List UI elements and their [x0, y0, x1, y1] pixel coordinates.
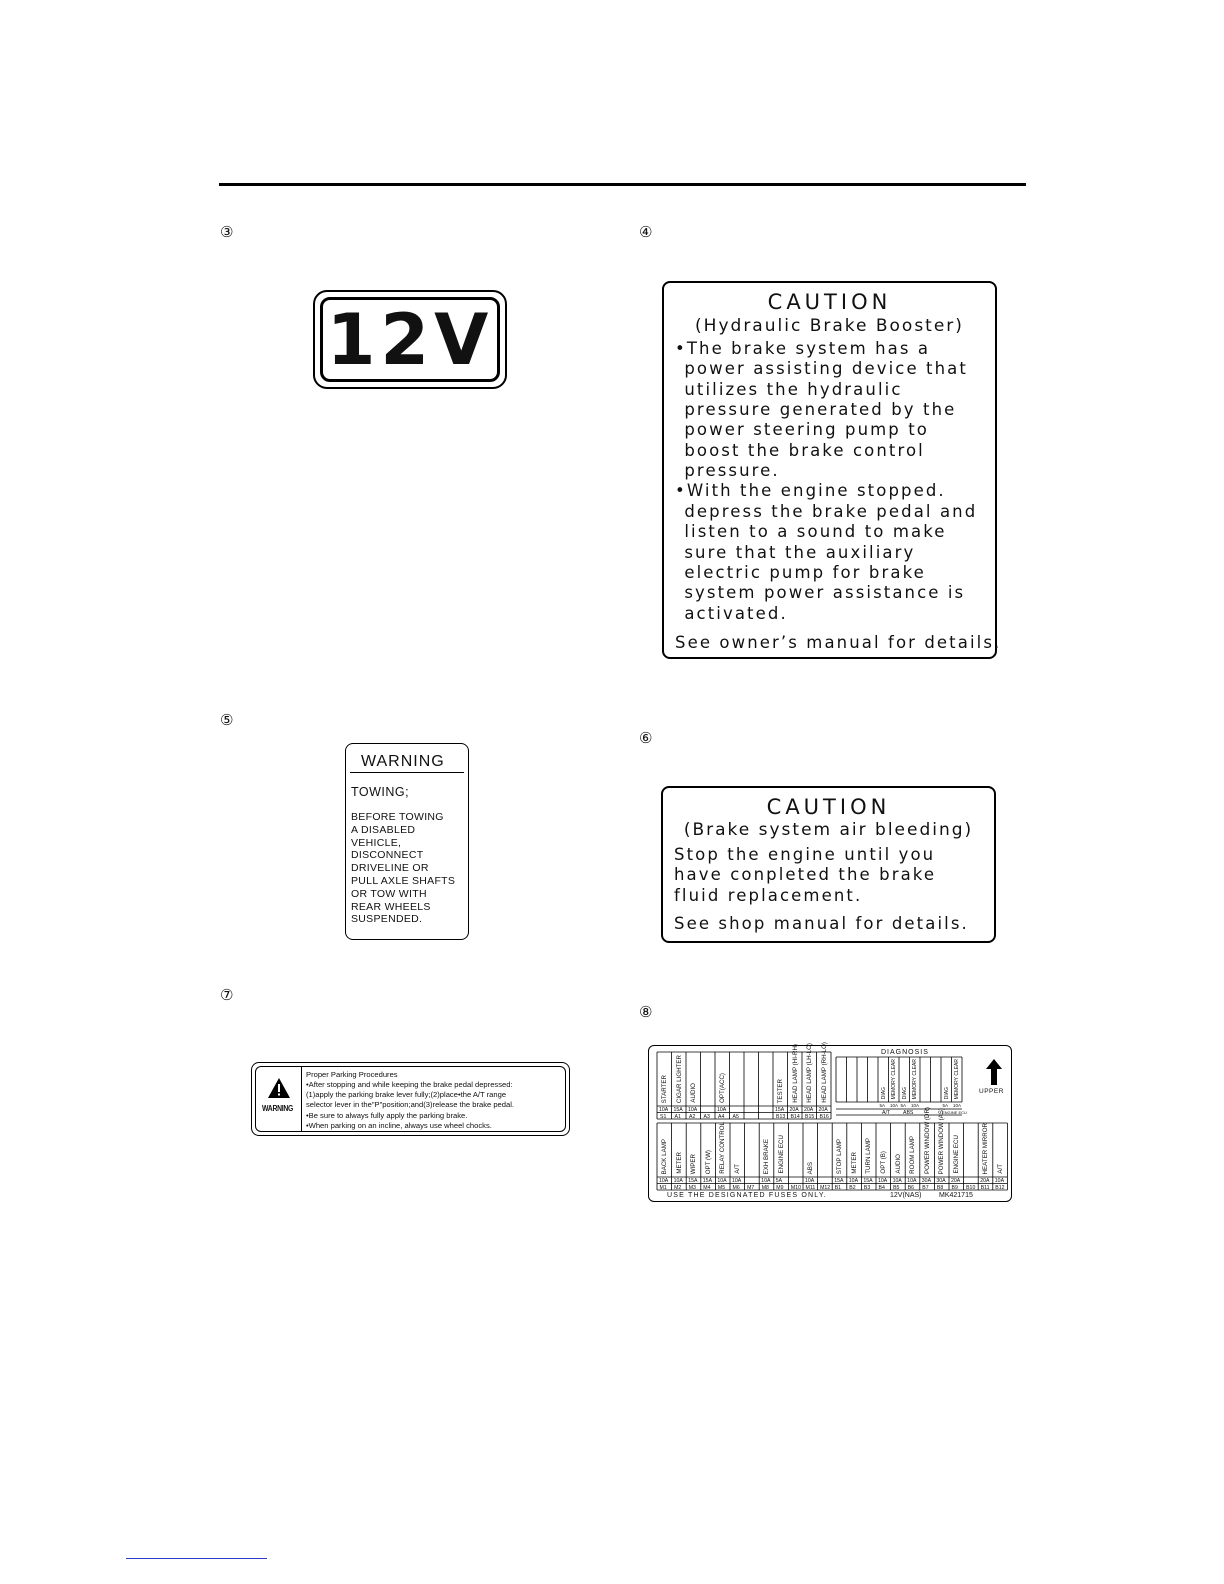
- fuse-diag-amp: 5A: [942, 1103, 949, 1108]
- fuse-bottom-label: METER: [675, 1152, 683, 1174]
- caution-title: CAUTION: [767, 290, 892, 314]
- caution-subtitle: (Hydraulic Brake Booster): [695, 316, 964, 336]
- fuse-bottom-label: ROOM LAMP: [909, 1136, 917, 1174]
- warning-line: SUSPENDED.: [351, 913, 423, 926]
- fuse-bottom-code: B6: [907, 1184, 915, 1191]
- fuse-top-amp: 20A: [818, 1107, 828, 1113]
- fuse-bottom-code: M2: [674, 1184, 682, 1191]
- caution-line: electric pump for brake: [677, 562, 926, 582]
- fuse-bottom-code: B1: [834, 1184, 842, 1191]
- marker-3: ③: [220, 223, 234, 241]
- fuse-bottom-label: RELAY CONTROL: [719, 1122, 727, 1174]
- fuse-bottom-label: BACK LAMP: [661, 1138, 668, 1174]
- bleeding-footer: See shop manual for details.: [674, 914, 969, 933]
- fuse-bottom-code: M9: [776, 1184, 784, 1191]
- fuse-diag-sub: ABS: [903, 1110, 914, 1116]
- caution-line: pressure.: [677, 461, 780, 481]
- caution-line: power assisting device that: [677, 359, 968, 379]
- parking-warning-label: [251, 1062, 570, 1136]
- fuse-bottom-label: OPT (W): [704, 1149, 712, 1174]
- fuse-diag-label: MEMORY CLEAR: [891, 1058, 897, 1099]
- fuse-bottom-code: B5: [893, 1184, 900, 1191]
- warning-line: PULL AXLE SHAFTS: [351, 875, 456, 887]
- fuse-bottom-label: A/T: [996, 1164, 1004, 1174]
- fuse-part-number: MK421715: [939, 1192, 973, 1199]
- parking-line-5: •When parking on an incline, always use wheel chocks.: [306, 1121, 492, 1130]
- fuse-bottom-amp: 15A: [688, 1178, 698, 1184]
- caution-line: sure that the auxiliary: [677, 542, 916, 562]
- fuse-bottom-amp: 10A: [994, 1178, 1005, 1184]
- fuse-bottom-code: M6: [732, 1184, 740, 1191]
- caution-footer: See owner’s manual for details.: [675, 633, 1002, 652]
- fuse-bottom-code: B3: [863, 1184, 871, 1191]
- fuse-bottom-amp: 10A: [673, 1178, 683, 1184]
- parking-icon-label: WARNING: [262, 1104, 294, 1113]
- fuse-top-amp: 10A: [717, 1107, 727, 1113]
- fuse-bottom-label: HEATER MIRROR: [982, 1122, 990, 1174]
- marker-8: ⑧: [639, 1003, 653, 1021]
- caution-line: activated.: [677, 603, 788, 623]
- fuse-bottom-code: B2: [849, 1184, 856, 1191]
- warning-line: REAR WHEELS: [351, 900, 431, 913]
- fuse-diag-label: DIAG: [901, 1086, 908, 1099]
- fuse-top-label: STARTER: [661, 1074, 668, 1103]
- fuse-bottom-label: POWER WINDOW (AS): [938, 1107, 946, 1174]
- marker-7: ⑦: [220, 986, 234, 1004]
- fuse-top-label: HEAD LAMP (RH-LO): [820, 1042, 828, 1103]
- fuse-top-amp: 20A: [789, 1107, 799, 1113]
- parking-title: Proper Parking Procedures: [306, 1070, 398, 1079]
- upper-label: UPPER: [979, 1088, 1004, 1095]
- fuse-diag-label: DIAG: [943, 1086, 950, 1099]
- warning-towing-label: [345, 743, 469, 940]
- fuse-top-amp: 10A: [659, 1107, 669, 1113]
- fuse-diag-label: DIAG: [880, 1086, 887, 1099]
- fuse-bottom-label: EXH BRAKE: [763, 1138, 771, 1174]
- marker-5: ⑤: [220, 711, 234, 729]
- fuse-bottom-label: METER: [850, 1152, 858, 1174]
- fuse-bottom-amp: 15A: [702, 1178, 713, 1184]
- fuse-footer-note: USE THE DESIGNATED FUSES ONLY.: [667, 1192, 827, 1199]
- caution-line: utilizes the hydraulic: [677, 379, 903, 399]
- fuse-bottom-amp: 20A: [980, 1178, 990, 1184]
- fuse-bottom-amp: 10A: [848, 1178, 859, 1184]
- warning-triangle-icon: [267, 1077, 291, 1099]
- fuse-bottom-amp: 20A: [951, 1178, 961, 1184]
- warning-line: BEFORE TOWING: [351, 811, 444, 823]
- parking-divider: [301, 1067, 302, 1131]
- fuse-bottom-amp: 10A: [659, 1178, 669, 1184]
- fuse-bottom-label: ENGINE ECU: [953, 1135, 960, 1174]
- fuse-bottom-code: B7: [922, 1184, 929, 1191]
- fuse-diag-label: MEMORY CLEAR: [912, 1058, 918, 1099]
- footer-link-underline: [126, 1558, 267, 1559]
- fuse-diag-amp: 5A: [879, 1103, 886, 1108]
- caution-line: boost the brake control: [677, 440, 925, 460]
- fuse-box-label: [648, 1042, 1012, 1202]
- caution-line: pressure generated by the: [677, 400, 957, 420]
- fuse-top-code: B13: [776, 1113, 786, 1120]
- fuse-bottom-amp: 30A: [921, 1178, 932, 1184]
- caution-bleeding-label: [661, 786, 996, 943]
- fuse-top-amp: 20A: [804, 1107, 814, 1113]
- fuse-bottom-label: ABS: [807, 1161, 814, 1174]
- fuse-top-code: A2: [689, 1113, 696, 1120]
- fuse-diag-amp: 10A: [953, 1103, 962, 1108]
- parking-line-1: •After stopping and while keeping the brake pedal depressed:: [306, 1080, 513, 1089]
- fuse-voltage-note: 12V(NAS): [890, 1192, 922, 1199]
- bleeding-line: Stop the engine until you: [674, 845, 936, 864]
- fuse-top-label: HEAD LAMP (LH-LO): [806, 1043, 813, 1103]
- fuse-bottom-amp: 5A: [775, 1178, 783, 1184]
- caution-line: listen to a sound to make: [677, 522, 947, 542]
- parking-line-4: •Be sure to always fully apply the parking brake.: [306, 1111, 468, 1120]
- fuse-diag-amp: 10A: [911, 1103, 920, 1108]
- fuse-top-code: A5: [732, 1113, 739, 1120]
- fuse-diag-sub: A/T: [882, 1110, 891, 1116]
- fuse-bottom-code: B4: [878, 1184, 885, 1191]
- caution-hydraulic-label: [662, 281, 1002, 659]
- fuse-bottom-label: WIPER: [690, 1153, 698, 1174]
- fuse-bottom-amp: 10A: [878, 1178, 888, 1184]
- warning-line: OR TOW WITH: [351, 887, 427, 900]
- fuse-bottom-label: STOP LAMP: [836, 1138, 844, 1174]
- fuse-bottom-amp: 10A: [892, 1178, 902, 1184]
- fuse-top-label: OPT(ACC): [719, 1073, 726, 1103]
- warning-title: WARNING: [361, 753, 445, 770]
- fuse-bottom-code: B12: [995, 1184, 1005, 1191]
- warning-title-rule: [350, 772, 464, 773]
- warning-heading: TOWING;: [351, 785, 410, 799]
- fuse-bottom-code: B11: [980, 1184, 990, 1191]
- fuse-diag-amp: 5A: [900, 1103, 907, 1108]
- label-12v: [313, 290, 507, 389]
- fuse-top-code: B15: [805, 1113, 815, 1120]
- fuse-top-label: CIGAR LIGHTER: [675, 1054, 683, 1103]
- fuse-top-label: HEAD LAMP (HI-RH): [791, 1044, 799, 1103]
- fuse-top-code: A1: [674, 1113, 681, 1120]
- fuse-top-amp: 10A: [688, 1107, 698, 1113]
- fuse-bottom-label: POWER WINDOW (DR): [923, 1106, 931, 1174]
- parking-line-2: (1)apply the parking brake lever fully;(2)place•the A/T range: [306, 1090, 507, 1099]
- fuse-bottom-code: M10: [790, 1184, 801, 1191]
- fuse-bottom-code: M11: [805, 1184, 816, 1191]
- fuse-bottom-amp: 30A: [936, 1178, 946, 1184]
- fuse-diag-label: MEMORY CLEAR: [954, 1058, 960, 1099]
- caution-line: •With the engine stopped.: [675, 481, 946, 501]
- bleeding-line: fluid replacement.: [674, 885, 863, 905]
- caution-line: depress the brake pedal and: [677, 501, 978, 521]
- fuse-bottom-amp: 10A: [732, 1178, 742, 1184]
- fuse-top-code: A4: [718, 1113, 725, 1120]
- fuse-top-code: A3: [703, 1113, 710, 1120]
- fuse-bottom-code: M4: [703, 1184, 711, 1191]
- fuse-diag-amp: 10A: [890, 1103, 899, 1108]
- fuse-bottom-label: TURN LAMP: [865, 1138, 873, 1174]
- warning-line: VEHICLE,: [351, 836, 402, 849]
- bleeding-line: have conpleted the brake: [674, 865, 937, 885]
- voltage-text: 12V: [326, 298, 494, 381]
- fuse-bottom-label: A/T: [734, 1164, 741, 1174]
- fuse-bottom-code: M7: [747, 1184, 755, 1191]
- fuse-bottom-code: B8: [936, 1184, 944, 1191]
- fuse-bottom-code: M1: [659, 1184, 667, 1191]
- fuse-bottom-amp: 10A: [907, 1178, 917, 1184]
- marker-4: ④: [639, 223, 653, 241]
- fuse-diag-sub: ENGINE ECU: [942, 1110, 967, 1115]
- caution-line: system power assistance is: [677, 583, 966, 603]
- bleeding-title: CAUTION: [766, 795, 891, 819]
- fuse-top-code: S1: [660, 1113, 667, 1120]
- fuse-bottom-amp: 15A: [863, 1178, 873, 1184]
- fuse-top-amp: 15A: [673, 1107, 683, 1113]
- caution-line: power steering pump to: [677, 420, 929, 440]
- warning-line: A DISABLED: [351, 823, 416, 836]
- fuse-bottom-amp: 10A: [805, 1178, 815, 1184]
- fuse-bottom-code: B9: [951, 1184, 958, 1191]
- fuse-bottom-label: ENGINE ECU: [777, 1135, 785, 1174]
- fuse-top-amp: 15A: [775, 1107, 785, 1113]
- marker-6: ⑥: [639, 729, 653, 747]
- fuse-bottom-code: B10: [966, 1184, 976, 1191]
- fuse-bottom-amp: 15A: [834, 1178, 844, 1184]
- fuse-bottom-amp: 10A: [717, 1178, 727, 1184]
- fuse-bottom-code: M3: [688, 1184, 696, 1191]
- parking-line-3: selector lever in the"P"position;and(3)release the brake pedal.: [306, 1100, 515, 1109]
- fuse-top-code: B16: [819, 1113, 829, 1120]
- bleeding-subtitle: (Brake system air bleeding): [683, 820, 974, 840]
- fuse-bottom-code: M5: [717, 1184, 726, 1191]
- fuse-top-label: TESTER: [777, 1078, 784, 1103]
- fuse-diagnosis-heading: DIAGNOSIS: [881, 1049, 929, 1056]
- fuse-bottom-label: OPT (B): [880, 1151, 887, 1174]
- caution-line: •The brake system has a: [675, 339, 931, 358]
- warning-line: DRIVELINE OR: [351, 862, 429, 875]
- fuse-top-label: AUDIO: [690, 1083, 697, 1103]
- fuse-bottom-amp: 10A: [761, 1178, 771, 1184]
- fuse-bottom-code: M12: [820, 1184, 831, 1191]
- fuse-bottom-code: M8: [761, 1184, 769, 1191]
- header-rule: [219, 183, 1026, 186]
- fuse-bottom-label: AUDIO: [894, 1154, 902, 1174]
- warning-line: DISCONNECT: [351, 849, 424, 862]
- fuse-top-code: B14: [790, 1113, 800, 1120]
